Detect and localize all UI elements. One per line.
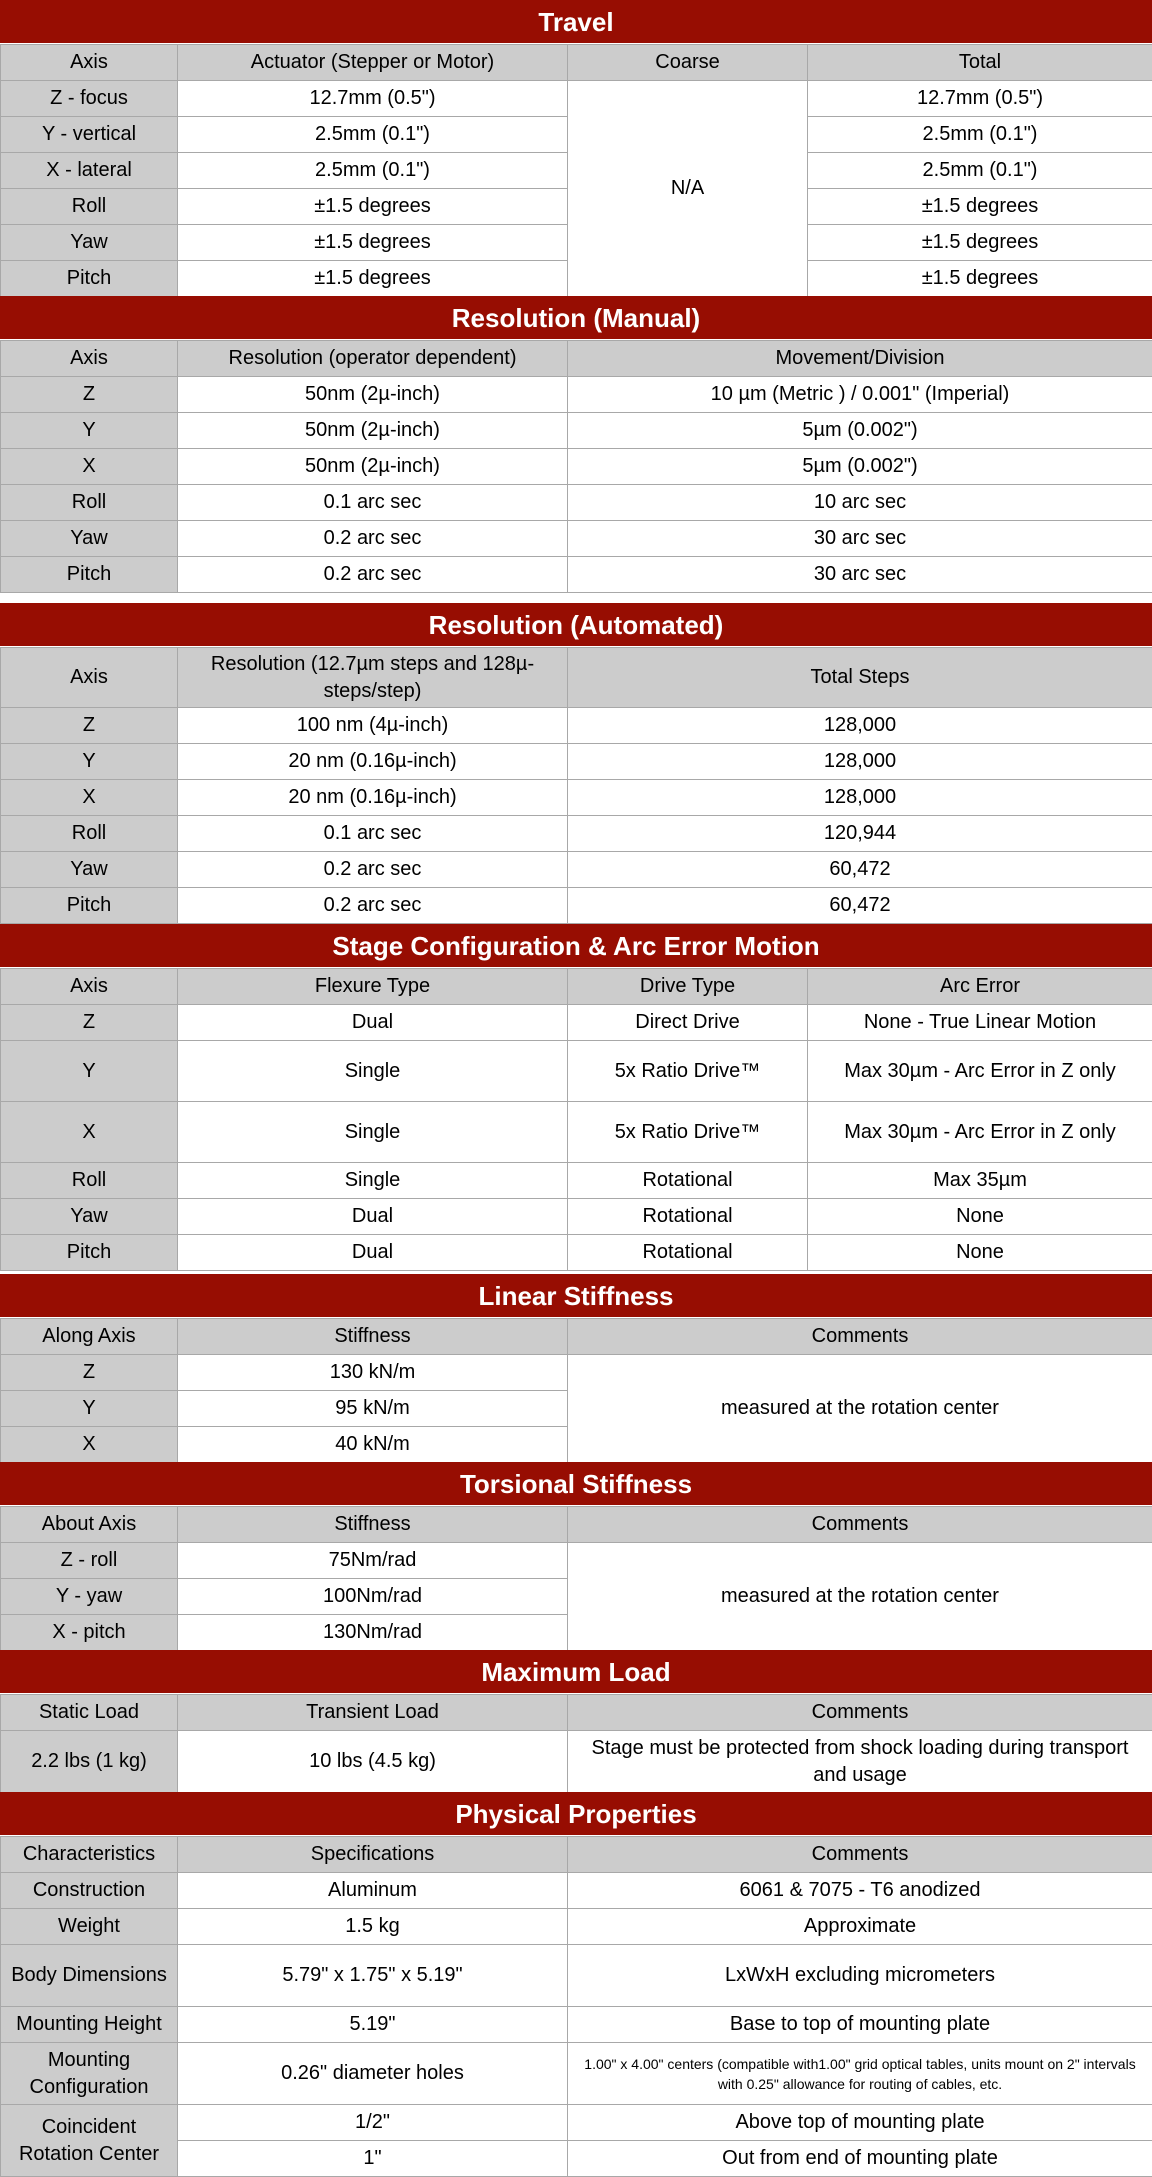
table-row [1,1102,1152,1163]
section-title: Torsional Stiffness [0,1462,1152,1506]
axis-cell: Pitch [1,261,178,297]
axis-cell: X - lateral [1,153,178,189]
axis-cell: Z - roll [1,1543,178,1579]
torsional-stiffness-table [0,1506,1152,1651]
table-cell: 30 arc sec [568,557,1152,593]
section-title: Resolution (Manual) [0,296,1152,340]
table-row [1,744,1152,780]
maximum-load-table [0,1694,1152,1793]
table-row [1,1543,1152,1579]
axis-cell: Yaw [1,852,178,888]
table-cell: Single [178,1041,568,1102]
header-cell: About Axis [1,1507,178,1543]
table-cell: 5x Ratio Drive™ [568,1102,808,1163]
table-row [1,557,1152,593]
axis-cell: Pitch [1,1235,178,1271]
table-cell: 50nm (2µ-inch) [178,377,568,413]
header-row [1,1507,1152,1543]
axis-cell: Weight [1,1909,178,1945]
header-cell: Total [808,45,1152,81]
table-cell: 20 nm (0.16µ-inch) [178,744,568,780]
header-cell: Axis [1,648,178,708]
table-cell: ±1.5 degrees [178,225,568,261]
resolution-automated-table [0,647,1152,924]
axis-cell: X [1,1102,178,1163]
table-cell: 128,000 [568,780,1152,816]
table-cell: 95 kN/m [178,1391,568,1427]
table-row [1,1041,1152,1102]
table-cell: Dual [178,1235,568,1271]
table-cell: 50nm (2µ-inch) [178,413,568,449]
table-row [1,1355,1152,1391]
table-cell: Max 30µm - Arc Error in Z only [808,1102,1152,1163]
table-cell: None - True Linear Motion [808,1005,1152,1041]
section-title: Resolution (Automated) [0,603,1152,647]
section-resolution-manual [0,296,1152,593]
axis-cell: Y [1,413,178,449]
table-cell: 100Nm/rad [178,1579,568,1615]
table-cell: Dual [178,1005,568,1041]
axis-cell: Construction [1,1873,178,1909]
table-cell: 0.2 arc sec [178,888,568,924]
table-cell: 128,000 [568,744,1152,780]
header-cell: Along Axis [1,1319,178,1355]
table-row [1,888,1152,924]
section-stage-configuration [0,924,1152,1271]
axis-cell: Y - vertical [1,117,178,153]
table-cell: 0.1 arc sec [178,485,568,521]
header-cell: Comments [568,1507,1152,1543]
table-row [1,1873,1152,1909]
header-cell: Actuator (Stepper or Motor) [178,45,568,81]
table-cell: ±1.5 degrees [178,189,568,225]
header-cell: Axis [1,45,178,81]
table-row [1,708,1152,744]
table-cell: 60,472 [568,852,1152,888]
table-row [1,852,1152,888]
table-cell: 1" [178,2141,568,2177]
table-cell: 40 kN/m [178,1427,568,1463]
axis-cell: Roll [1,189,178,225]
header-row [1,1837,1152,1873]
axis-cell: X [1,780,178,816]
table-cell: 100 nm (4µ-inch) [178,708,568,744]
table-cell: 0.26" diameter holes [178,2043,568,2105]
resolution-manual-table [0,340,1152,593]
axis-cell: Pitch [1,557,178,593]
header-cell: Coarse [568,45,808,81]
table-cell: 5µm (0.002") [568,413,1152,449]
comments-cell: measured at the rotation center [568,1355,1152,1463]
table-row [1,1199,1152,1235]
table-cell: Aluminum [178,1873,568,1909]
table-cell: 30 arc sec [568,521,1152,557]
linear-stiffness-table [0,1318,1152,1463]
table-cell: LxWxH excluding micrometers [568,1945,1152,2007]
axis-cell: Z [1,377,178,413]
table-row [1,413,1152,449]
travel-table [0,44,1152,297]
table-cell: Single [178,1163,568,1199]
table-cell: ±1.5 degrees [178,261,568,297]
axis-cell: X [1,449,178,485]
table-cell: Out from end of mounting plate [568,2141,1152,2177]
axis-cell: Mounting Height [1,2007,178,2043]
section-title: Linear Stiffness [0,1274,1152,1318]
header-cell: Stiffness [178,1507,568,1543]
axis-cell: Yaw [1,521,178,557]
table-cell: Max 30µm - Arc Error in Z only [808,1041,1152,1102]
table-cell: 130Nm/rad [178,1615,568,1651]
table-cell: 0.2 arc sec [178,852,568,888]
table-cell: 5.79" x 1.75" x 5.19" [178,1945,568,2007]
axis-cell: Roll [1,485,178,521]
header-row [1,45,1152,81]
header-cell: Resolution (12.7µm steps and 128µ-steps/step) [178,648,568,708]
table-cell: ±1.5 degrees [808,189,1152,225]
table-row [1,449,1152,485]
table-cell: 0.1 arc sec [178,816,568,852]
table-cell: ±1.5 degrees [808,225,1152,261]
table-cell: Rotational [568,1163,808,1199]
section-resolution-automated [0,603,1152,924]
table-row [1,1005,1152,1041]
table-cell: 130 kN/m [178,1355,568,1391]
table-cell: 2.5mm (0.1") [178,117,568,153]
stage-configuration-table [0,968,1152,1271]
header-cell: Static Load [1,1695,178,1731]
header-cell: Comments [568,1319,1152,1355]
table-cell: Dual [178,1199,568,1235]
axis-cell: Roll [1,816,178,852]
section-maximum-load [0,1650,1152,1793]
table-cell: 10 arc sec [568,485,1152,521]
table-row [1,81,1152,117]
section-title: Travel [0,0,1152,44]
table-cell: None [808,1235,1152,1271]
table-cell: 50nm (2µ-inch) [178,449,568,485]
header-cell: Comments [568,1695,1152,1731]
table-cell: 0.2 arc sec [178,557,568,593]
table-cell: 2.5mm (0.1") [808,153,1152,189]
header-row [1,1695,1152,1731]
axis-cell: Z [1,708,178,744]
header-row [1,648,1152,708]
table-cell: 1.5 kg [178,1909,568,1945]
axis-cell: X [1,1427,178,1463]
section-title: Maximum Load [0,1650,1152,1694]
table-row [1,1163,1152,1199]
table-row [1,1945,1152,2007]
table-cell: 5.19" [178,2007,568,2043]
header-cell: Total Steps [568,648,1152,708]
header-row [1,1319,1152,1355]
table-cell: ±1.5 degrees [808,261,1152,297]
header-cell: Characteristics [1,1837,178,1873]
table-cell: Rotational [568,1235,808,1271]
header-cell: Stiffness [178,1319,568,1355]
table-cell: Rotational [568,1199,808,1235]
table-cell: Stage must be protected from shock loading during transport and usage [568,1731,1152,1793]
table-row [1,2007,1152,2043]
table-row [1,521,1152,557]
axis-cell: Roll [1,1163,178,1199]
axis-cell: Mounting Configuration [1,2043,178,2105]
axis-cell: Y [1,744,178,780]
table-row [1,1731,1152,1793]
table-cell: Max 35µm [808,1163,1152,1199]
table-cell: None [808,1199,1152,1235]
header-cell: Specifications [178,1837,568,1873]
table-cell: 1/2" [178,2105,568,2141]
table-cell: Direct Drive [568,1005,808,1041]
section-travel [0,0,1152,297]
table-row [1,2105,1152,2141]
axis-cell: Z - focus [1,81,178,117]
axis-cell: Y [1,1041,178,1102]
axis-cell: X - pitch [1,1615,178,1651]
axis-cell: Z [1,1355,178,1391]
table-cell: 75Nm/rad [178,1543,568,1579]
table-cell: 5x Ratio Drive™ [568,1041,808,1102]
header-cell: Arc Error [808,969,1152,1005]
table-cell: 6061 & 7075 - T6 anodized [568,1873,1152,1909]
table-row [1,2043,1152,2105]
table-cell: 12.7mm (0.5") [808,81,1152,117]
section-physical-properties [0,1792,1152,2177]
section-title: Stage Configuration & Arc Error Motion [0,924,1152,968]
table-cell: 128,000 [568,708,1152,744]
axis-cell: Yaw [1,1199,178,1235]
table-row [1,1909,1152,1945]
axis-cell: Y - yaw [1,1579,178,1615]
table-row [1,1235,1152,1271]
static-load-cell: 2.2 lbs (1 kg) [1,1731,178,1793]
header-row [1,341,1152,377]
section-torsional-stiffness [0,1462,1152,1651]
header-cell: Movement/Division [568,341,1152,377]
header-cell: Resolution (operator dependent) [178,341,568,377]
header-cell: Flexure Type [178,969,568,1005]
table-cell: Base to top of mounting plate [568,2007,1152,2043]
axis-cell: Coincident Rotation Center [1,2105,178,2177]
header-row [1,969,1152,1005]
table-row [1,485,1152,521]
table-cell: 20 nm (0.16µ-inch) [178,780,568,816]
axis-cell: Yaw [1,225,178,261]
table-cell: 5µm (0.002") [568,449,1152,485]
table-cell: 10 µm (Metric ) / 0.001" (Imperial) [568,377,1152,413]
axis-cell: Y [1,1391,178,1427]
header-cell: Axis [1,341,178,377]
header-cell: Axis [1,969,178,1005]
axis-cell: Body Dimensions [1,1945,178,2007]
table-row [1,377,1152,413]
physical-properties-table [0,1836,1152,2177]
table-cell: 10 lbs (4.5 kg) [178,1731,568,1793]
table-cell: 60,472 [568,888,1152,924]
comments-cell: measured at the rotation center [568,1543,1152,1651]
table-cell: 12.7mm (0.5") [178,81,568,117]
table-cell: Single [178,1102,568,1163]
header-cell: Drive Type [568,969,808,1005]
header-cell: Transient Load [178,1695,568,1731]
table-row [1,816,1152,852]
table-cell: 1.00" x 4.00" centers (compatible with1.00" grid optical tables, units mount on 2" intervals with 0.25" allowance for routing of cables, etc. [568,2043,1152,2105]
coarse-cell: N/A [568,81,808,297]
section-linear-stiffness [0,1274,1152,1463]
axis-cell: Pitch [1,888,178,924]
table-cell: 2.5mm (0.1") [178,153,568,189]
section-title: Physical Properties [0,1792,1152,1836]
header-cell: Comments [568,1837,1152,1873]
table-cell: 120,944 [568,816,1152,852]
table-cell: Above top of mounting plate [568,2105,1152,2141]
table-row [1,780,1152,816]
table-cell: 2.5mm (0.1") [808,117,1152,153]
table-cell: 0.2 arc sec [178,521,568,557]
axis-cell: Z [1,1005,178,1041]
table-cell: Approximate [568,1909,1152,1945]
